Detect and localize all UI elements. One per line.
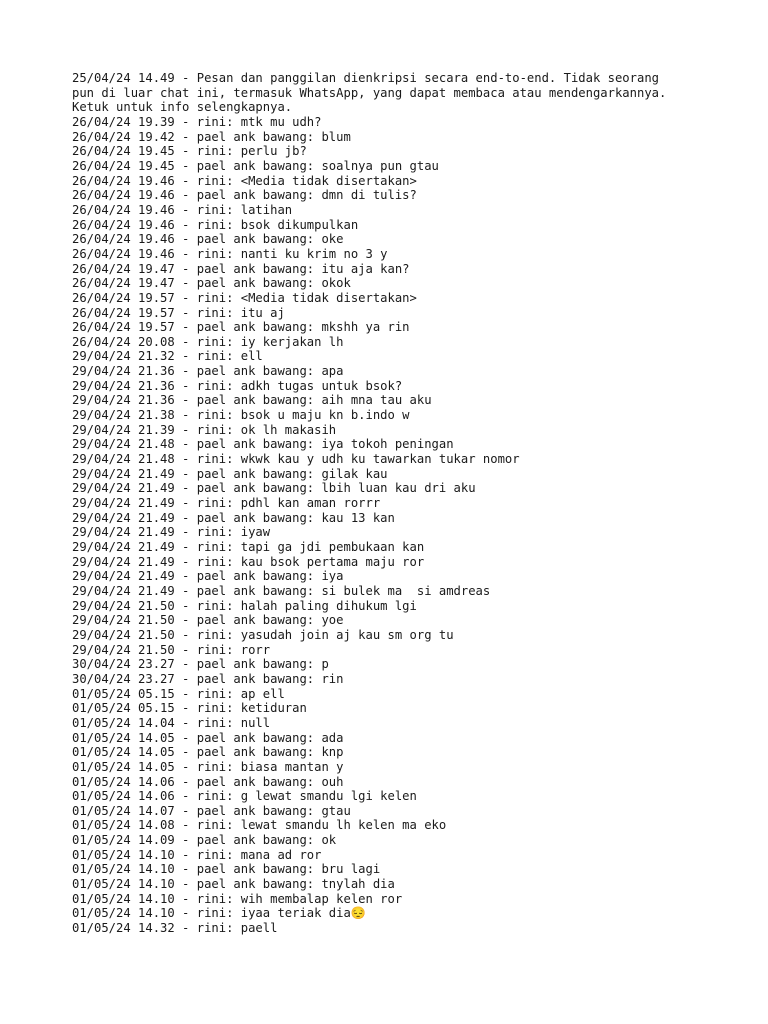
chat-message-line: 01/05/24 14.32 - rini: paell bbox=[72, 921, 278, 936]
chat-message-line: 29/04/24 21.48 - pael ank bawang: iya tokoh peningan bbox=[72, 437, 454, 452]
chat-message-line: 01/05/24 14.10 - pael ank bawang: bru lagi bbox=[72, 862, 381, 877]
chat-message-line: 26/04/24 19.46 - pael ank bawang: oke bbox=[72, 232, 344, 247]
chat-message-line: 26/04/24 19.57 - rini: itu aj bbox=[72, 305, 285, 320]
chat-message-line: 29/04/24 21.38 - rini: bsok u maju kn b.indo w bbox=[72, 408, 410, 423]
chat-message-line: 29/04/24 21.49 - pael ank bawang: iya bbox=[72, 569, 344, 584]
chat-message-line: 26/04/24 19.57 - pael ank bawang: mkshh ya rin bbox=[72, 320, 410, 335]
chat-message-line: 29/04/24 21.50 - pael ank bawang: yoe bbox=[72, 613, 344, 628]
chat-message-line: 01/05/24 14.10 - rini: wih membalap kelen ror bbox=[72, 891, 403, 906]
chat-message-line: 26/04/24 19.39 - rini: mtk mu udh? bbox=[72, 114, 322, 129]
chat-message-line: 26/04/24 19.46 - rini: <Media tidak disertakan> bbox=[72, 173, 417, 188]
chat-message-line: 29/04/24 21.50 - rini: yasudah join aj kau sm org tu bbox=[72, 627, 454, 642]
chat-message-line: 01/05/24 14.05 - pael ank bawang: knp bbox=[72, 745, 344, 760]
chat-message-line: 01/05/24 14.09 - pael ank bawang: ok bbox=[72, 833, 337, 848]
chat-message-line: 01/05/24 14.10 - rini: iyaa teriak dia😔 bbox=[72, 906, 366, 921]
chat-message-line: 29/04/24 21.36 - pael ank bawang: apa bbox=[72, 364, 344, 379]
chat-message-line: 26/04/24 20.08 - rini: iy kerjakan lh bbox=[72, 334, 344, 349]
chat-message-line: 01/05/24 14.08 - rini: lewat smandu lh kelen ma eko bbox=[72, 818, 447, 833]
chat-message-line: 29/04/24 21.49 - pael ank bawang: kau 13 kan bbox=[72, 510, 395, 525]
encryption-notice-line: 25/04/24 14.49 - Pesan dan panggilan dienkripsi secara end-to-end. Tidak seorang bbox=[72, 71, 659, 85]
chat-message-line: 26/04/24 19.45 - rini: perlu jb? bbox=[72, 144, 307, 159]
chat-message-line: 29/04/24 21.49 - pael ank bawang: gilak kau bbox=[72, 466, 388, 481]
chat-message-line: 01/05/24 14.10 - rini: mana ad ror bbox=[72, 847, 322, 862]
chat-message-line: 30/04/24 23.27 - pael ank bawang: rin bbox=[72, 671, 344, 686]
chat-message-line: 29/04/24 21.48 - rini: wkwk kau y udh ku tawarkan tukar nomor bbox=[72, 452, 520, 467]
chat-message-line: 26/04/24 19.45 - pael ank bawang: soalnya pun gtau bbox=[72, 158, 439, 173]
encryption-notice-line: pun di luar chat ini, termasuk WhatsApp, yang dapat membaca atau mendengarkannya. bbox=[72, 85, 667, 100]
chat-message-line: 01/05/24 05.15 - rini: ketiduran bbox=[72, 701, 307, 716]
chat-message-line: 29/04/24 21.50 - rini: halah paling dihukum lgi bbox=[72, 598, 417, 613]
chat-message-line: 29/04/24 21.49 - rini: kau bsok pertama maju ror bbox=[72, 554, 425, 569]
chat-message-line: 01/05/24 14.06 - pael ank bawang: ouh bbox=[72, 774, 344, 789]
chat-message-line: 29/04/24 21.49 - rini: tapi ga jdi pembukaan kan bbox=[72, 540, 425, 554]
chat-message-line: 01/05/24 14.10 - pael ank bawang: tnylah dia bbox=[72, 877, 395, 892]
chat-message-line: 26/04/24 19.46 - rini: latihan bbox=[72, 202, 293, 217]
chat-message-line: 01/05/24 14.04 - rini: null bbox=[72, 715, 271, 730]
chat-message-line: 01/05/24 14.05 - rini: biasa mantan y bbox=[72, 759, 344, 774]
chat-message-line: 26/04/24 19.47 - pael ank bawang: itu aja kan? bbox=[72, 261, 410, 276]
chat-message-line: 26/04/24 19.46 - pael ank bawang: dmn di tulis? bbox=[72, 188, 417, 203]
chat-message-line: 29/04/24 21.49 - rini: iyaw bbox=[72, 525, 271, 540]
chat-message-line: 30/04/24 23.27 - pael ank bawang: p bbox=[72, 657, 329, 672]
encryption-notice-line: Ketuk untuk info selengkapnya. bbox=[72, 100, 293, 115]
chat-message-line: 01/05/24 14.07 - pael ank bawang: gtau bbox=[72, 803, 351, 818]
chat-message-line: 01/05/24 14.06 - rini: g lewat smandu lgi kelen bbox=[72, 789, 417, 804]
chat-message-line: 29/04/24 21.49 - pael ank bawang: lbih luan kau dri aku bbox=[72, 481, 476, 496]
chat-message-line: 26/04/24 19.47 - pael ank bawang: okok bbox=[72, 276, 351, 291]
chat-message-line: 26/04/24 19.46 - rini: nanti ku krim no 3 y bbox=[72, 246, 388, 261]
chat-message-line: 29/04/24 21.49 - pael ank bawang: si bulek ma si amdreas bbox=[72, 583, 491, 598]
chat-export-text bbox=[72, 71, 712, 936]
chat-message-line: 26/04/24 19.57 - rini: <Media tidak disertakan> bbox=[72, 290, 417, 305]
chat-message-line: 26/04/24 19.42 - pael ank bawang: blum bbox=[72, 129, 351, 144]
chat-message-line: 29/04/24 21.39 - rini: ok lh makasih bbox=[72, 422, 337, 437]
chat-message-line: 29/04/24 21.50 - rini: rorr bbox=[72, 642, 271, 657]
chat-message-line: 29/04/24 21.36 - rini: adkh tugas untuk bsok? bbox=[72, 378, 403, 393]
chat-message-line: 29/04/24 21.32 - rini: ell bbox=[72, 349, 263, 364]
chat-message-line: 01/05/24 14.05 - pael ank bawang: ada bbox=[72, 730, 344, 745]
chat-message-line: 29/04/24 21.36 - pael ank bawang: aih mna tau aku bbox=[72, 393, 432, 408]
chat-message-line: 29/04/24 21.49 - rini: pdhl kan aman rorrr bbox=[72, 496, 381, 511]
chat-message-line: 01/05/24 05.15 - rini: ap ell bbox=[72, 686, 285, 701]
chat-message-line: 26/04/24 19.46 - rini: bsok dikumpulkan bbox=[72, 217, 359, 232]
